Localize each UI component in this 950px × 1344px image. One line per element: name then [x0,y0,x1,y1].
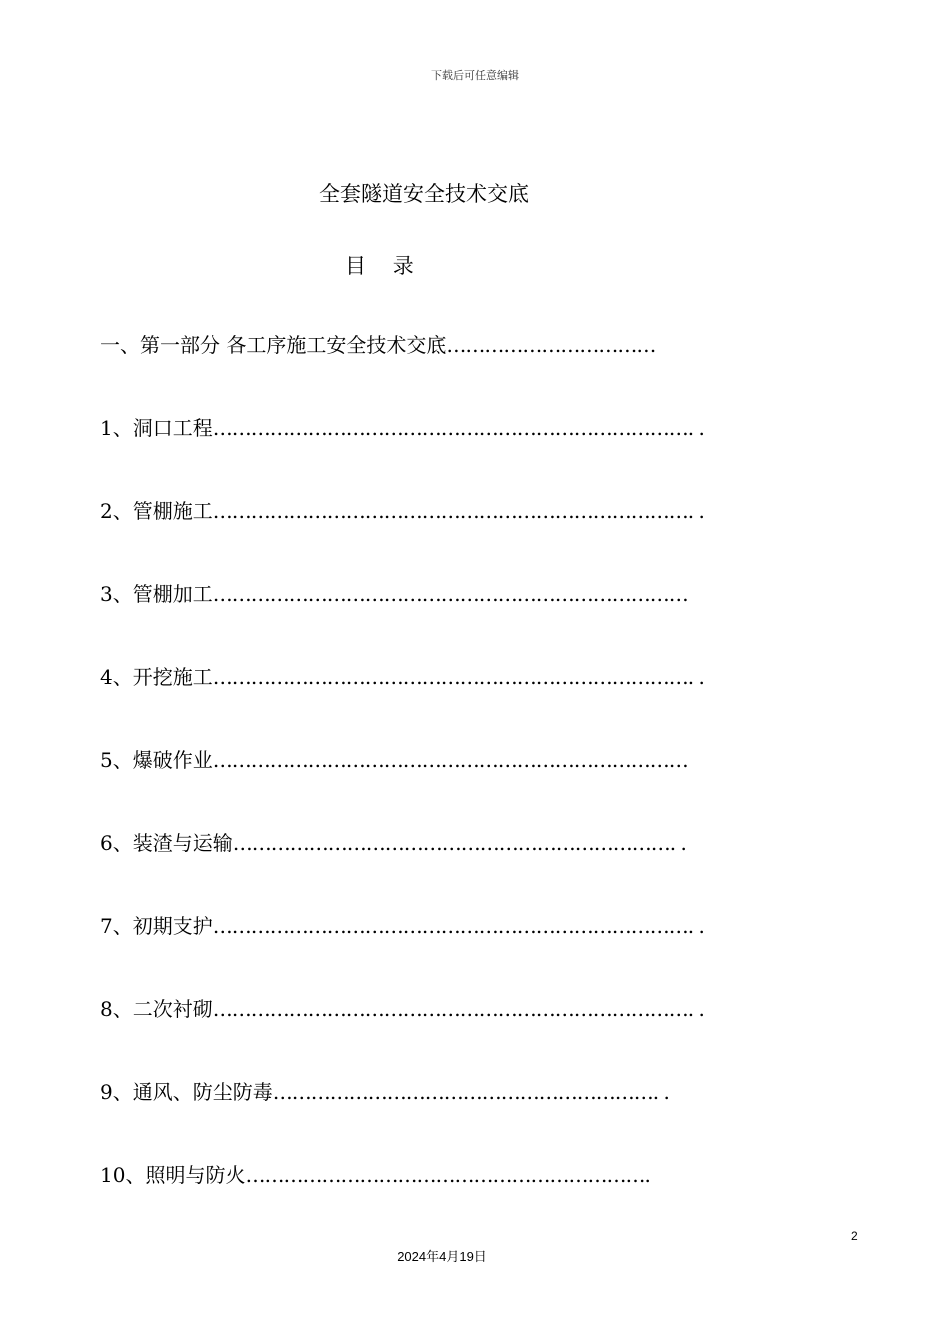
toc-entry-leader: ………………………………………………………………… [212,582,688,606]
toc-entry-9[interactable] [100,1077,760,1107]
toc-entry-leader: …………………………………………………………………. . [212,997,704,1021]
toc-entry-label: 2、管棚施工 [100,499,213,523]
header-note: 下载后可任意编辑 [431,69,519,82]
toc-entry-label: 5、爆破作业 [100,748,213,772]
toc-entry-8[interactable] [100,994,760,1024]
toc-entry-6[interactable] [100,828,760,858]
toc-entry-label: 1、洞口工程 [100,416,213,440]
toc-heading: 目 录 [345,254,414,278]
toc-entry-leader: …………………………………………………………………. . [212,499,704,523]
document-title: 全套隧道安全技术交底 [319,182,529,206]
toc-entry-2[interactable] [100,496,760,526]
toc-entry-leader: …………………………… [446,333,656,357]
toc-entry-10[interactable] [100,1160,760,1190]
toc-entry-label: 7、初期支护 [100,914,213,938]
toc-entry-leader: ……………………………………………………………. . [232,831,686,855]
toc-entry-leader: ………………………………………………………. [245,1163,650,1187]
footer-date: 2024年4月19日 [397,1249,487,1264]
toc-entry-part-1[interactable] [100,330,760,360]
toc-entry-label: 4、开挖施工 [100,665,213,689]
toc-entry-leader: …………………………………………………………………. . [212,665,704,689]
toc-entry-label: 9、通风、防尘防毒 [100,1080,273,1104]
toc-entry-label: 10、照明与防火 [100,1163,246,1187]
toc-entry-leader: ………………………………………………………………… [212,748,688,772]
toc-entry-5[interactable] [100,745,760,775]
toc-entry-3[interactable] [100,579,760,609]
toc-entry-label: 一、第一部分 各工序施工安全技术交底 [100,333,447,357]
toc-entry-7[interactable] [100,911,760,941]
toc-entry-label: 6、装渣与运输 [100,831,233,855]
toc-entry-4[interactable] [100,662,760,692]
toc-entry-leader: ……………………………………………………. . [272,1080,669,1104]
toc-entry-leader: …………………………………………………………………. . [212,416,704,440]
page-number: 2 [851,1229,858,1243]
toc-entry-1[interactable] [100,413,760,443]
toc-entry-label: 8、二次衬砌 [100,997,213,1021]
toc-entry-label: 3、管棚加工 [100,582,213,606]
toc-entry-leader: …………………………………………………………………. . [212,914,704,938]
